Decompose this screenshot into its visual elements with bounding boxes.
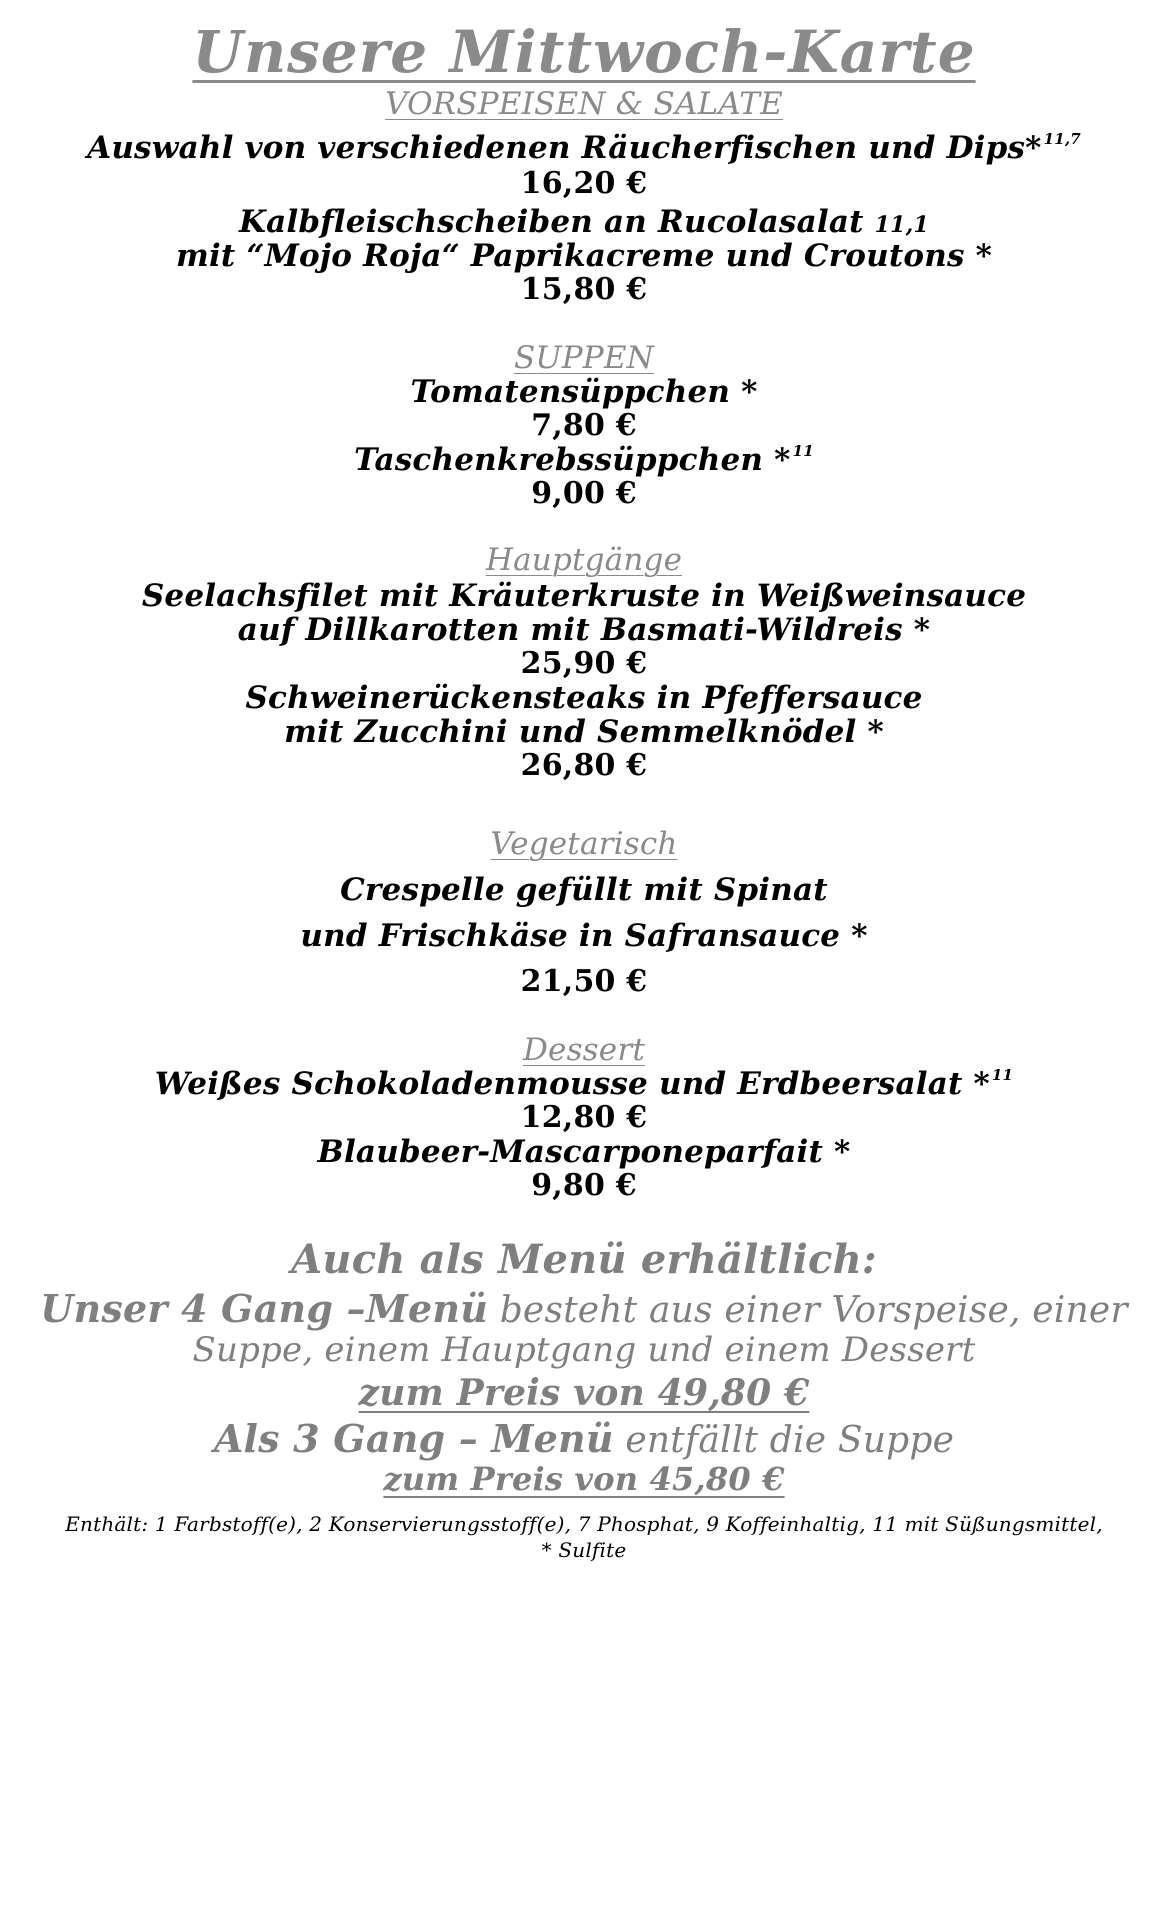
starter-item-2-price: 15,80 € — [520, 272, 648, 307]
dessert-item-1 — [0, 1066, 1168, 1102]
starter-item-2-name: Kalbfleischscheiben an Rucolasalat — [238, 204, 864, 240]
vegetarian-item-1-line-2: und Frischkäse in Safransauce * — [300, 918, 868, 954]
vegetarian-item-1-price: 21,50 € — [520, 964, 648, 999]
section-heading-vegetarian: Vegetarisch — [490, 826, 678, 862]
main-item-1-line-2: auf Dillkarotten mit Basmati-Wildreis * — [237, 612, 931, 648]
menu-offer-price-4-course: zum Preis von 49,80 € — [358, 1372, 810, 1414]
soup-item-1-price: 7,80 € — [531, 408, 637, 443]
soup-item-2 — [0, 442, 1168, 478]
starter-item-1-price: 16,20 € — [520, 166, 648, 201]
menu-offer-line-2: Suppe, einem Hauptgang und einem Dessert — [192, 1330, 976, 1370]
section-heading-starters: VORSPEISEN & SALATE — [385, 86, 783, 122]
soup-item-1-name: Tomatensüppchen * — [410, 374, 758, 410]
main-item-1-line-1: Seelachsfilet mit Kräuterkruste in Weißweinsauce — [141, 578, 1027, 614]
dessert-item-1-allergen-note: 11 — [991, 1066, 1014, 1084]
starter-item-1-name: Auswahl von verschiedenen Räucherfischen und Dips* — [87, 130, 1042, 166]
page-title: Unsere Mittwoch-Karte — [192, 18, 976, 86]
section-heading-mains: Hauptgänge — [485, 542, 683, 578]
section-heading-dessert: Dessert — [522, 1032, 646, 1068]
starter-item-1 — [0, 130, 1168, 166]
dessert-item-1-price: 12,80 € — [520, 1100, 648, 1135]
soup-item-2-name: Taschenkrebssüppchen * — [354, 442, 791, 478]
starter-item-2-description: mit “Mojo Roja“ Paprikacreme und Croutons * — [175, 238, 993, 274]
menu-offer-line-3-rest: entfällt die Suppe — [613, 1420, 955, 1461]
allergen-footer-line-2: * Sulfite — [541, 1538, 627, 1562]
menu-offer-line-1 — [0, 1286, 1168, 1331]
menu-offer-line-1-rest: besteht aus einer Vorspeise, einer — [488, 1290, 1128, 1331]
starter-item-2-allergen-note: 11,1 — [874, 212, 930, 238]
allergen-footer-line-1: Enthält: 1 Farbstoff(e), 2 Konservierungsstoff(e), 7 Phosphat, 9 Koffeinhaltig, 11 mit Süßungsmittel, — [65, 1512, 1103, 1536]
section-heading-soups: SUPPEN — [513, 340, 655, 376]
menu-offer-line-3 — [0, 1416, 1168, 1461]
dessert-item-2-price: 9,80 € — [531, 1168, 637, 1203]
soup-item-2-allergen-note: 11 — [792, 442, 814, 460]
menu-offer-heading: Auch als Menü erhältlich: — [291, 1236, 877, 1283]
soup-item-2-price: 9,00 € — [531, 476, 637, 511]
menu-offer-4-course-label: Unser 4 Gang –Menü — [40, 1286, 489, 1331]
main-item-1-price: 25,90 € — [520, 646, 648, 681]
starter-item-2 — [0, 204, 1168, 240]
main-item-2-line-1: Schweinerückensteaks in Pfeffersauce — [245, 680, 923, 716]
dessert-item-1-name: Weißes Schokoladenmousse und Erdbeersalat * — [154, 1066, 990, 1102]
main-item-2-price: 26,80 € — [520, 748, 648, 783]
dessert-item-2-name: Blaubeer-Mascarponeparfait * — [317, 1134, 851, 1170]
menu-offer-price-3-course: zum Preis von 45,80 € — [383, 1460, 785, 1498]
starter-item-1-allergen-note: 11,7 — [1043, 130, 1081, 148]
main-item-2-line-2: mit Zucchini und Semmelknödel * — [284, 714, 884, 750]
menu-offer-3-course-label: Als 3 Gang – Menü — [213, 1416, 614, 1461]
vegetarian-item-1-line-1: Crespelle gefüllt mit Spinat — [340, 872, 828, 908]
